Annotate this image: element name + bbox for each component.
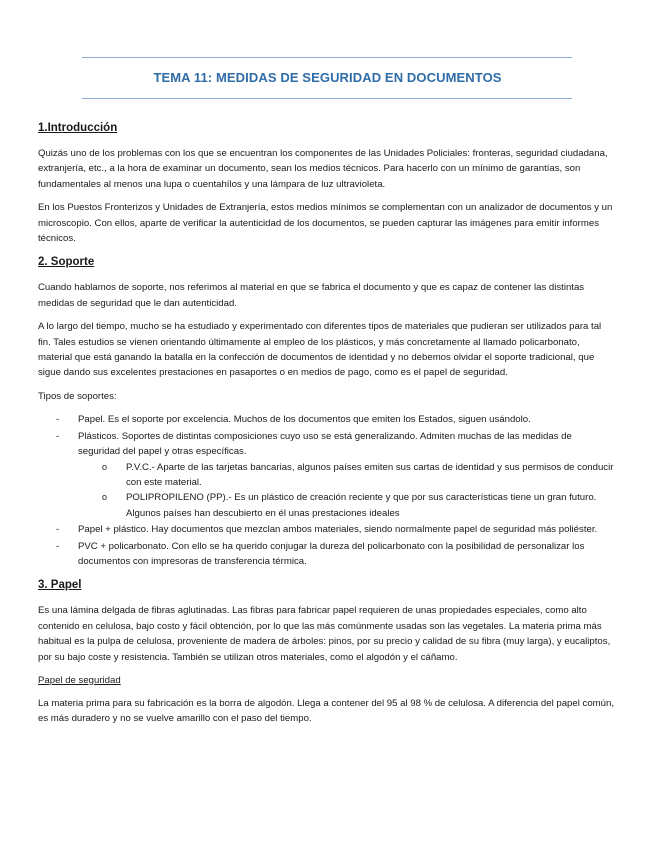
list-item-text: Papel. Es el soporte por excelencia. Muchos de los documentos que emiten los Estados, siguen usándolo. (78, 414, 531, 426)
list-item (38, 429, 616, 521)
paragraph: Cuando hablamos de soporte, nos referimos al material en que se fabrica el documento y que es capaz de contener las distintas medidas de seguridad que le dan autenticidad. (38, 282, 585, 309)
section-heading: 3. Papel (38, 579, 82, 592)
section-soporte (38, 254, 616, 569)
paragraph: La materia prima para su fabricación es la borra de algodón. Llega a contener del 95 al 98 % de celulosa. A diferencia del papel común, es más duradero y no se vuelve amarillo con el paso del tiempo. (38, 697, 614, 725)
sublist-item (78, 490, 616, 521)
soporte-types-list (38, 412, 616, 569)
sublist-item-text: POLIPROPILENO (PP).- Es un plástico de creación reciente y que por sus características tiene un gran futuro. Algunos países han descubierto en él unas prestaciones ideales (126, 492, 597, 519)
document-body (38, 120, 616, 735)
paragraph: A lo largo del tiempo, mucho se ha estudiado y experimentado con diferentes tipos de materiales que pudieran ser utilizados para tal fin. Tales estudios se vienen orientando últimamente al empleo de los plásticos, y más concretamente al llamado policarbonato, material que está ganando la batalla en la confección de documentos de identidad y no debemos olvidar el soporte tradicional, que sigue dando sus excelentes prestaciones en pasaportes o en medios de pago, como es el papel de seguridad. (38, 321, 602, 379)
sublist-item (78, 460, 616, 491)
section-introduccion (38, 120, 616, 246)
list-item (38, 412, 616, 427)
title-top-rule (82, 57, 572, 58)
section-heading: 2. Soporte (38, 256, 95, 269)
section-papel (38, 577, 616, 726)
list-item-text: Plásticos. Soportes de distintas composiciones cuyo uso se está generalizando. Admiten muchas de las medidas de seguridad del papel y otras específicas. (78, 430, 572, 458)
title-bottom-rule (82, 98, 572, 99)
section-heading: 1.Introducción (38, 122, 118, 134)
list-label: Tipos de soportes: (38, 390, 117, 402)
document-title: TEMA 11: MEDIDAS DE SEGURIDAD EN DOCUMENTOS (153, 70, 502, 85)
subsection-heading: Papel de seguridad (38, 674, 121, 686)
sublist-item-text: P.V.C.- Aparte de las tarjetas bancarias, algunos países emiten sus cartas de identidad y sus permisos de conducir con este material. (126, 461, 614, 488)
list-item (38, 539, 616, 570)
list-item-text: Papel + plástico. Hay documentos que mezclan ambos materiales, siendo normalmente papel de seguridad más poliéster. (78, 524, 598, 536)
paragraph: En los Puestos Fronterizos y Unidades de Extranjería, estos medios mínimos se complementan con un analizador de documentos y un microscopio. Con ellos, aparte de verificar la autenticidad de los documentos, se pueden capturar las imágenes para emitir informes técnicos. (38, 202, 613, 245)
list-item-text: PVC + policarbonato. Con ello se ha querido conjugar la dureza del policarbonato con la posibilidad de personalizar los documentos con impresoras de transferencia térmica. (78, 540, 585, 567)
paragraph: Quizás uno de los problemas con los que se encuentran los componentes de las Unidades Policiales: fronteras, seguridad ciudadana, extranjería, etc., a la hora de examinar un documento, sean los medios técnicos. Para hacerlo con un mínimo de garantías, son fundamentales al menos una lupa o cuentahílos y una lámpara de luz ultravioleta. (38, 148, 608, 190)
list-item (38, 522, 616, 537)
paragraph: Es una lámina delgada de fibras aglutinadas. Las fibras para fabricar papel requieren de unas propiedades especiales, como alto contenido en celulosa, bajo costo y fácil obtención, por lo que las más comúnmente usadas son las vegetales. La materia prima más habitual es la pulpa de celulosa, proveniente de madera de árboles: pinos, por su precio y calidad de su fibra (muy larga), y eucaliptos, por su bajo coste y resistencia. También se utilizan otros materiales, como el algodón y el cáñamo. (38, 605, 611, 663)
plasticos-sublist (78, 460, 616, 522)
